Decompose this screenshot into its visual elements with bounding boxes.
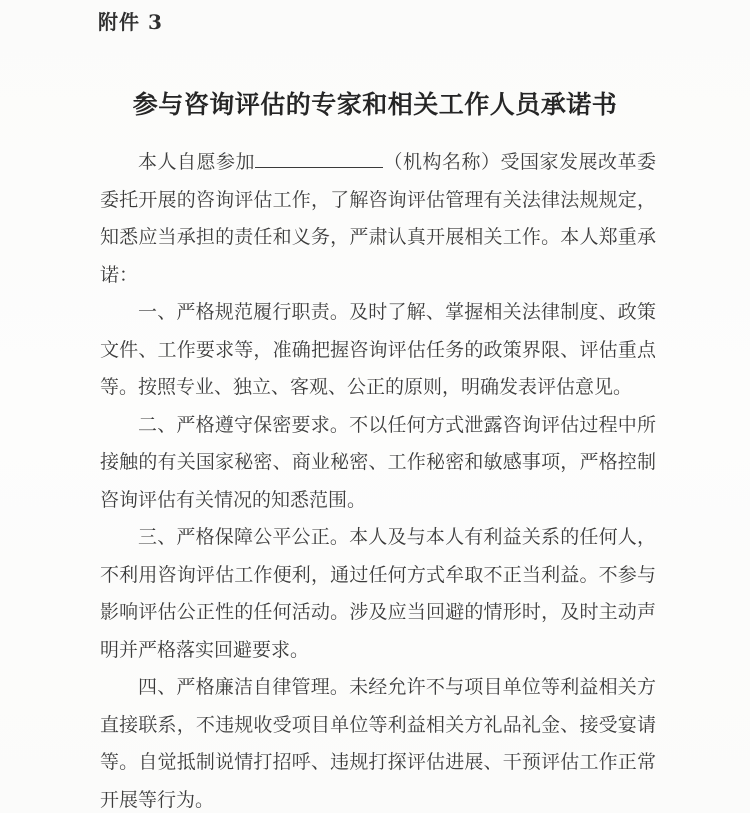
commitment-item-2: 二、严格遵守保密要求。不以任何方式泄露咨询评估过程中所接触的有关国家秘密、商业秘密、工作秘密和敏感事项，严格控制咨询评估有关情况的知悉范围。 <box>100 413 656 511</box>
commitment-item-4: 四、严格廉洁自律管理。未经允许不与项目单位等利益相关方直接联系，不违规收受项目单位等利益相关方礼品礼金、接受宴请等。自觉抵制说情打招呼、违规打探评估进展、干预评估工作正常开展等行为。 <box>100 676 656 811</box>
document-body <box>100 144 656 813</box>
attachment-label: 附件 3 <box>98 10 163 34</box>
intro-text-before-blank: 本人自愿参加 <box>138 151 255 173</box>
intro-paragraph <box>100 144 656 294</box>
commitment-item-1: 一、严格规范履行职责。及时了解、掌握相关法律制度、政策文件、工作要求等，准确把握咨询评估任务的政策界限、评估重点等。按照专业、独立、客观、公正的原则，明确发表评估意见。 <box>100 301 656 398</box>
document-title: 参与咨询评估的专家和相关工作人员承诺书 <box>132 89 618 119</box>
institution-name-blank <box>255 150 383 168</box>
intro-text-after-blank: （机构名称）受国家发展改革委委托开展的咨询评估工作，了解咨询评估管理有关法律法规规定，知悉应当承担的责任和义务，严肃认真开展相关工作。本人郑重承诺： <box>100 151 656 286</box>
commitment-item-3: 三、严格保障公平公正。本人及与本人有利益关系的任何人，不利用咨询评估工作便利，通过任何方式牟取不正当利益。不参与影响评估公正性的任何活动。涉及应当回避的情形时，及时主动声明并严格落实回避要求。 <box>100 526 656 661</box>
